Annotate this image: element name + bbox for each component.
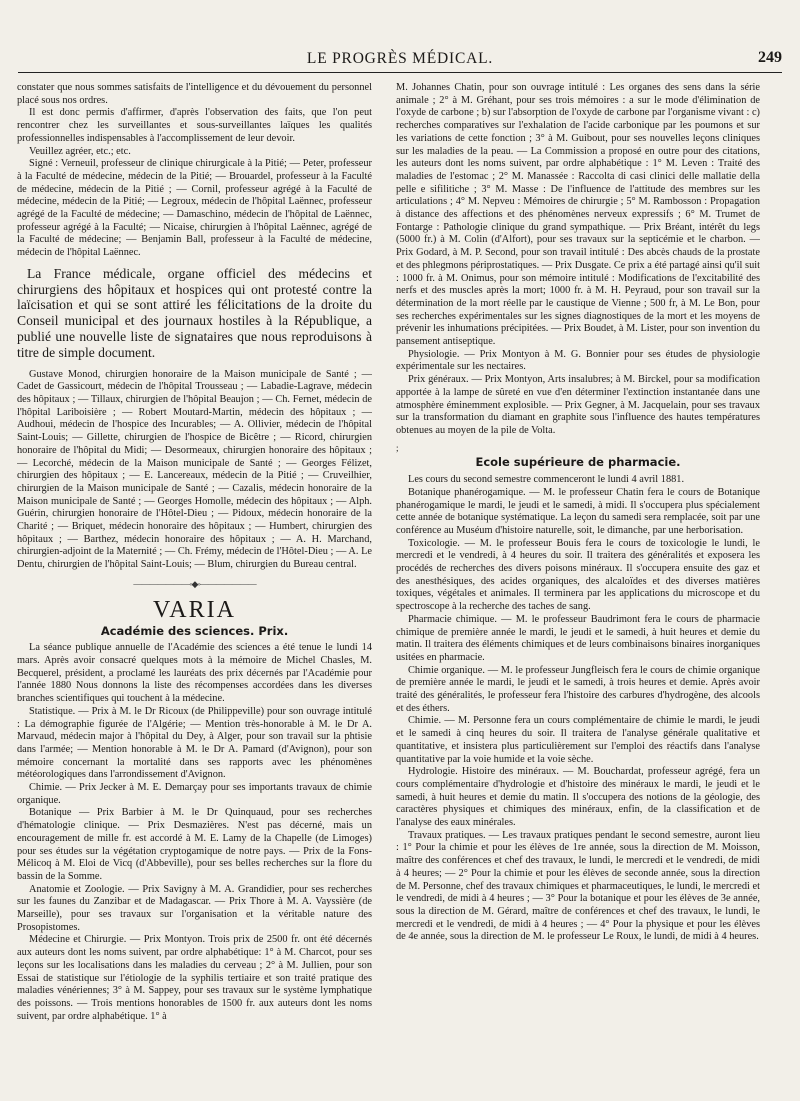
paragraph: Les cours du second semestre commenceront le lundi 4 avril 1881. xyxy=(408,474,685,486)
paragraph-botanique-course: Botanique phanérogamique. — M. le professeur Chatin fera le cours de Botanique phanérogamique le mardi, le jeudi et le samedi, à midi. Il s'occupera plus spécialement cette année de botanique systématique. La leçon du samedi sera remplacée, soit par une conférence au Muséum d'histoire naturelle, soit, le dimanche, par une herborisation. xyxy=(396,486,760,536)
paragraph-medecine: Médecine et Chirurgie. — Prix Montyon. Trois prix de 2500 fr. ont été décernés aux auteurs dont les noms suivent, par ordre alphabétique: 1° à M. Charcot, pour ses leçons sur les localisations dans les maladies du cerveau ; 2° à M. Jullien, pour son Essai de statistique sur l'étiologie de la syphilis tertiaire et son traité pratique des maladies vénériennes; 3° à M. Sappey, pour ses travaux sur le système lymphatique des poissons. — Trois mentions honorables de 1500 fr. aux auteurs dont les noms suivent, par ordre alphabétique. 1° à xyxy=(17,934,372,1022)
paragraph: Veuillez agréer, etc.; etc. xyxy=(29,145,131,157)
paragraph-anatomie: Anatomie et Zoologie. — Prix Savigny à M. A. Grandidier, pour ses recherches sur les faunes du Zanzibar et de Madagascar. — Prix Thore à M. A. Vayssière (de Marseille), pour ses travaux sur l'organisation et la véritable nature des Prosopistomes. xyxy=(17,883,372,933)
paragraph-chimie-organique: Chimie organique. — M. le professeur Jungfleisch fera le cours de chimie organique de première année le mardi, le jeudi et le samedi, à trois heures et demie. Après avoir traité des généralités, le professeur fera l'histoire des carbures d'hydrogène, des alcools et des éthers. xyxy=(396,664,760,714)
paragraph-prix-generaux: Prix généraux. — Prix Montyon, Arts insalubres; à M. Birckel, pour sa modification apportée à la lampe de sûreté en vue d'en déterminer l'extinction instantanée dans une atmosphère éminemment explosible. — Prix Gegner, à M. Jacquelain, pour ses travaux sur la transformation du diamant en graphite sous l'influence des hautes températures obtenues au moyen de la pile de Volta. xyxy=(396,374,760,436)
signatories-list: Gustave Monod, chirurgien honoraire de la Maison municipale de Santé ; — Cadet de Gassicourt, médecin de l'hôpital Trousseau ; — Labadie-Lagrave, médecin des hôpitaux ; — Tillaux, chirurgien de l'hôpital Beaujon ; — Ch. Fernet, médecin de l'hôpital Lariboisière ; — Robert Moutard-Martin, médecin des hôpitaux ; — Audhoui, médecin de l'hospice des Incurables; — A. Ollivier, médecin de l'hôpital Saint-Louis; — Gillette, chirurgien de l'hospice de Bicêtre ; — Ricord, chirurgien honoraire de l'hôpital du Midi; — Desormeaux, chirurgien honoraire des hôpitaux ; — Lecorché, médecin de la Maison municipale de Santé ; — Georges Félizet, chirurgien des hôpitaux ; — E. Lancereaux, médecin de la Pitié ; — Cruveilhier, chirurgien de la Maison municipale de Santé ; — Cazalis, médecin honoraire de la Maison municipale de Santé ; — Georges Homolle, médecin des hôpitaux ; — Alph. Guérin, chirurgien honoraire de l'Hôtel-Dieu ; — Pidoux, médecin honoraire de la Charité ; — Briquet, médecin honoraire des hôpitaux ; — Humbert, chirurgien des hôpitaux ; — Barthez, médecin honoraire des hôpitaux ; — A. H. Marchand, chirurgien-adjoint de la Maternité ; — Ch. Frémy, médecin de l'Hôtel-Dieu ; — A. Le Dentu, chirurgien de l'hôpital Saint-Louis; — Blum, chirurgien du Bureau central. xyxy=(17,368,372,571)
lead-paragraph: La France médicale, organe officiel des médecins et chirurgiens des hôpitaux et hospices qui ont protesté contre la laïcisation et qui se sont attiré les félicitations de la droite du Conseil municipal et des journaux hostiles à la République, a publié une nouvelle liste de signataires que nous reproduisons à titre de simple document. xyxy=(17,265,372,360)
paragraph-physiologie: Physiologie. — Prix Montyon à M. G. Bonnier pour ses études de physiologie expérimentale sur les nectaires. xyxy=(396,348,760,373)
right-column xyxy=(396,82,760,1090)
paragraph-pharmacie-chimique: Pharmacie chimique. — M. le professeur Baudrimont fera le cours de pharmacie chimique de première année le mardi, le jeudi et le samedi, à huit heures et demie du matin. Il traitera des éléments chimiques et de leurs combinaisons binaires inorganiques usitées en pharmacie. xyxy=(396,613,760,663)
paragraph: La séance publique annuelle de l'Académie des sciences a été tenue le lundi 14 mars. Après avoir consacré quelques mots à la mémoire de Michel Chasles, M. Becquerel, président, a proclamé les lauréats des prix décernés par l'Académie pour l'année 1880 Nous donnons la liste des récompenses accordées dans les diverses branches scientifiques qui touchent à la médecine. xyxy=(17,642,372,705)
paragraph-chimie: Chimie. — M. Personne fera un cours complémentaire de chimie le mardi, le jeudi et le samedi à cinq heures du soir. Il traitera de l'analyse générale qualitative et quantitative, et insistera plus particulièrement sur l'emploi des réactifs dans l'analyse quantitative par la voie humide et la voie sèche. xyxy=(396,715,760,765)
paragraph-toxicologie: Toxicologie. — M. le professeur Bouis fera le cours de toxicologie le lundi, le mercredi et le vendredi, à 4 heures du soir. Il traitera des généralités et exposera les procédés de recherches des divers poisons minéraux. Il s'occupera ensuite des gaz et des anesthésiques, des acides organiques, des alcaloïdes et des diverses matières toxiques, végétales et animales. Il terminera par les applications du microscope et du spectroscope à la recherche des taches de sang. xyxy=(396,537,760,613)
page-header xyxy=(18,46,782,73)
section-heading-pharmacie: Ecole supérieure de pharmacie. xyxy=(475,455,681,470)
paragraph: constater que nous sommes satisfaits de l'intelligence et du dévouement du personnel placé sous nos ordres. xyxy=(17,82,372,106)
varia-heading: VARIA xyxy=(153,596,236,623)
paragraph-chimie: Chimie. — Prix Jecker à M. E. Demarçay pour ses importants travaux de chimie organique. xyxy=(17,782,372,806)
signatories-paragraph: Signé : Verneuil, professeur de clinique chirurgicale à la Pitié; — Peter, professeur à la Faculté de médecine, médecin de la Pitié; — Brouardel, professeur à la Faculté de médecine, médecin de la Pitié ; — Cornil, professeur agrégé à la Faculté de médecine, médecin de la Pitié; — Legroux, médecin de l'hôpital Laënnec, professeur agrégé de la Faculté de médecine; — Damaschino, médecin de l'hôpital de Laënnec, professeur agrégé à la Faculté; — Nicaise, chirurgien à l'hôpital Laënnec, agrégé de la Faculté de médecine; — Benjamin Ball, professeur à la Faculté de médecine, médecin de l'hôpital Laënnec. xyxy=(17,158,372,259)
paragraph-travaux-pratiques: Travaux pratiques. — Les travaux pratiques pendant le second semestre, auront lieu : 1° Pour la chimie et pour les élèves de 1re année, sous la direction de M. Moisson, maître des conférences et chef des travaux, le lundi, le mercredi et le vendredi, de midi à 4 heures; — 2° Pour la chimie et pour les élèves de seconde année, sous la direction de M. Personne, chef des travaux chimiques et pharmaceutiques, le lundi, le mercredi et le vendredi, de midi à 4 heures ; — 3° Pour la botanique et pour les élèves de 3e année, sous la direction de M. Gérard, maître de conférences et chef des travaux, le lundi, le mercredi et le vendredi, de midi à 4 heures ; — 4° Pour la physique et pour les élèves de 4e année, sous la direction de M. le professeur Le Roux, le lundi, de midi à 4 heures. xyxy=(396,829,760,943)
paragraph: M. Johannes Chatin, pour son ouvrage intitulé : Les organes des sens dans la série animale ; 2° à M. Gréhant, pour ses trois mémoires : a sur le mode d'élimination de l'oxyde de carbone ; b) sur l'absorption de l'oxyde de carbone par l'organisme vivant : c) recherches comparatives sur l'exhalation de l'acide carbonique par les poumons et sur les variations de cette fonction ; 3° à M. Guibout, pour ses nouvelles leçons cliniques sur les maladies de la peau. — La Commission a proposé en outre pour des citations, les auteurs dont les noms suivent, par ordre alphabétique : 1° M. Leven : Traité des maladies de l'estomac ; 2° M. Manassée : Raccolta di casi clinici delle mallatie della pelle e sifilitiche ; 3° M. Masse : De l'influence de l'attitude des membres sur les articulations ; 4° M. Nepveu : Mémoires de chirurgie ; 5° M. Rambosson : Propagation à distance des affections et des phénomènes nerveux expressifs ; 6° M. Trumet de Fontarge : Pathologie clinique du grand sympathique. — Prix Bréant, intérêt du legs (5000 fr.) à M. Colin (d'Alfort), pour ses travaux sur la septicémie et le charbon. — Prix Godard, à M. P. Second, pour son travail intitulé : Des abcès chauds de la prostate et des phlegmons périprostatiques. — Prix Dusgate. Ce prix a été partagé ainsi qu'il suit : 1000 fr. à M. Onimus, pour son mémoire intitulé : Modifications de l'excitabilité des nerfs et des muscles après la mort; 1000 fr. à M. H. Peyraud, pour son travail sur la détermination de la mort réelle par le caustique de Vienne ; 500 fr, à M. Le Bon, pour ses recherches expérimentales sur les signes diagnostiques de la mort et les moyens de prévenir les inhumations précipitées. — Prix Boudet, à M. Lister, pour son invention du pansement antiseptique. xyxy=(396,82,760,348)
ornamental-separator: ———————◦◆◦——————— xyxy=(133,578,256,589)
paragraph-hydrologie: Hydrologie. Histoire des minéraux. — M. Bouchardat, professeur agrégé, fera un cours complémentaire d'hydrologie et d'histoire des minéraux le mardi, le jeudi et le samedi, à huit heures et demie du matin. Il s'occupera des notions de la géologie, des caractères physiques et chimiques des minéraux, enfin, de la classification et de l'analyse des eaux minérales. xyxy=(396,766,760,829)
paragraph: Il est donc permis d'affirmer, d'après l'observation des faits, que l'on peut rencontrer chez les surveillantes et sous-surveillantes laïques les qualités professionnelles indispensables à l'accomplissement de leur devoir. xyxy=(17,107,372,144)
left-column xyxy=(17,82,372,1090)
page-number: 249 xyxy=(758,49,782,66)
paragraph-botanique: Botanique — Prix Barbier à M. le Dr Quinquaud, pour ses recherches d'hématologie clinique. — Prix Desmazières. N'est pas décerné, mais un encouragement de mille fr. est accordé à M. E. Lamy de la Chapelle (de Limoges) pour ses études sur la végétation cryptogamique de notre pays. — Prix de la Fons-Mélicoq à M. Eloi de Vicq (d'Abbeville), pour ses belles recherches sur la flore du bassin de la Somme. xyxy=(17,807,372,882)
separator-mark: ; xyxy=(396,442,399,453)
section-heading-academie: Académie des sciences. Prix. xyxy=(100,623,289,638)
journal-title: LE PROGRÈS MÉDICAL. xyxy=(306,50,494,67)
paragraph-statistique: Statistique. — Prix à M. le Dr Ricoux (de Philippeville) pour son ouvrage intitulé : La démographie figurée de l'Algérie; — Mention très-honorable à M. le Dr A. Marvaud, médecin major à l'hôpital du Dey, à Alger, pour son travail sur la phtisie dans l'armée; — Mention honorable à M. le Dr A. Pamard (d'Avignon), pour son mémoire concernant la mortalité dans ses rapports avec les phénomènes météorologiques dans l'arrondissement d'Avignon. xyxy=(17,705,372,781)
